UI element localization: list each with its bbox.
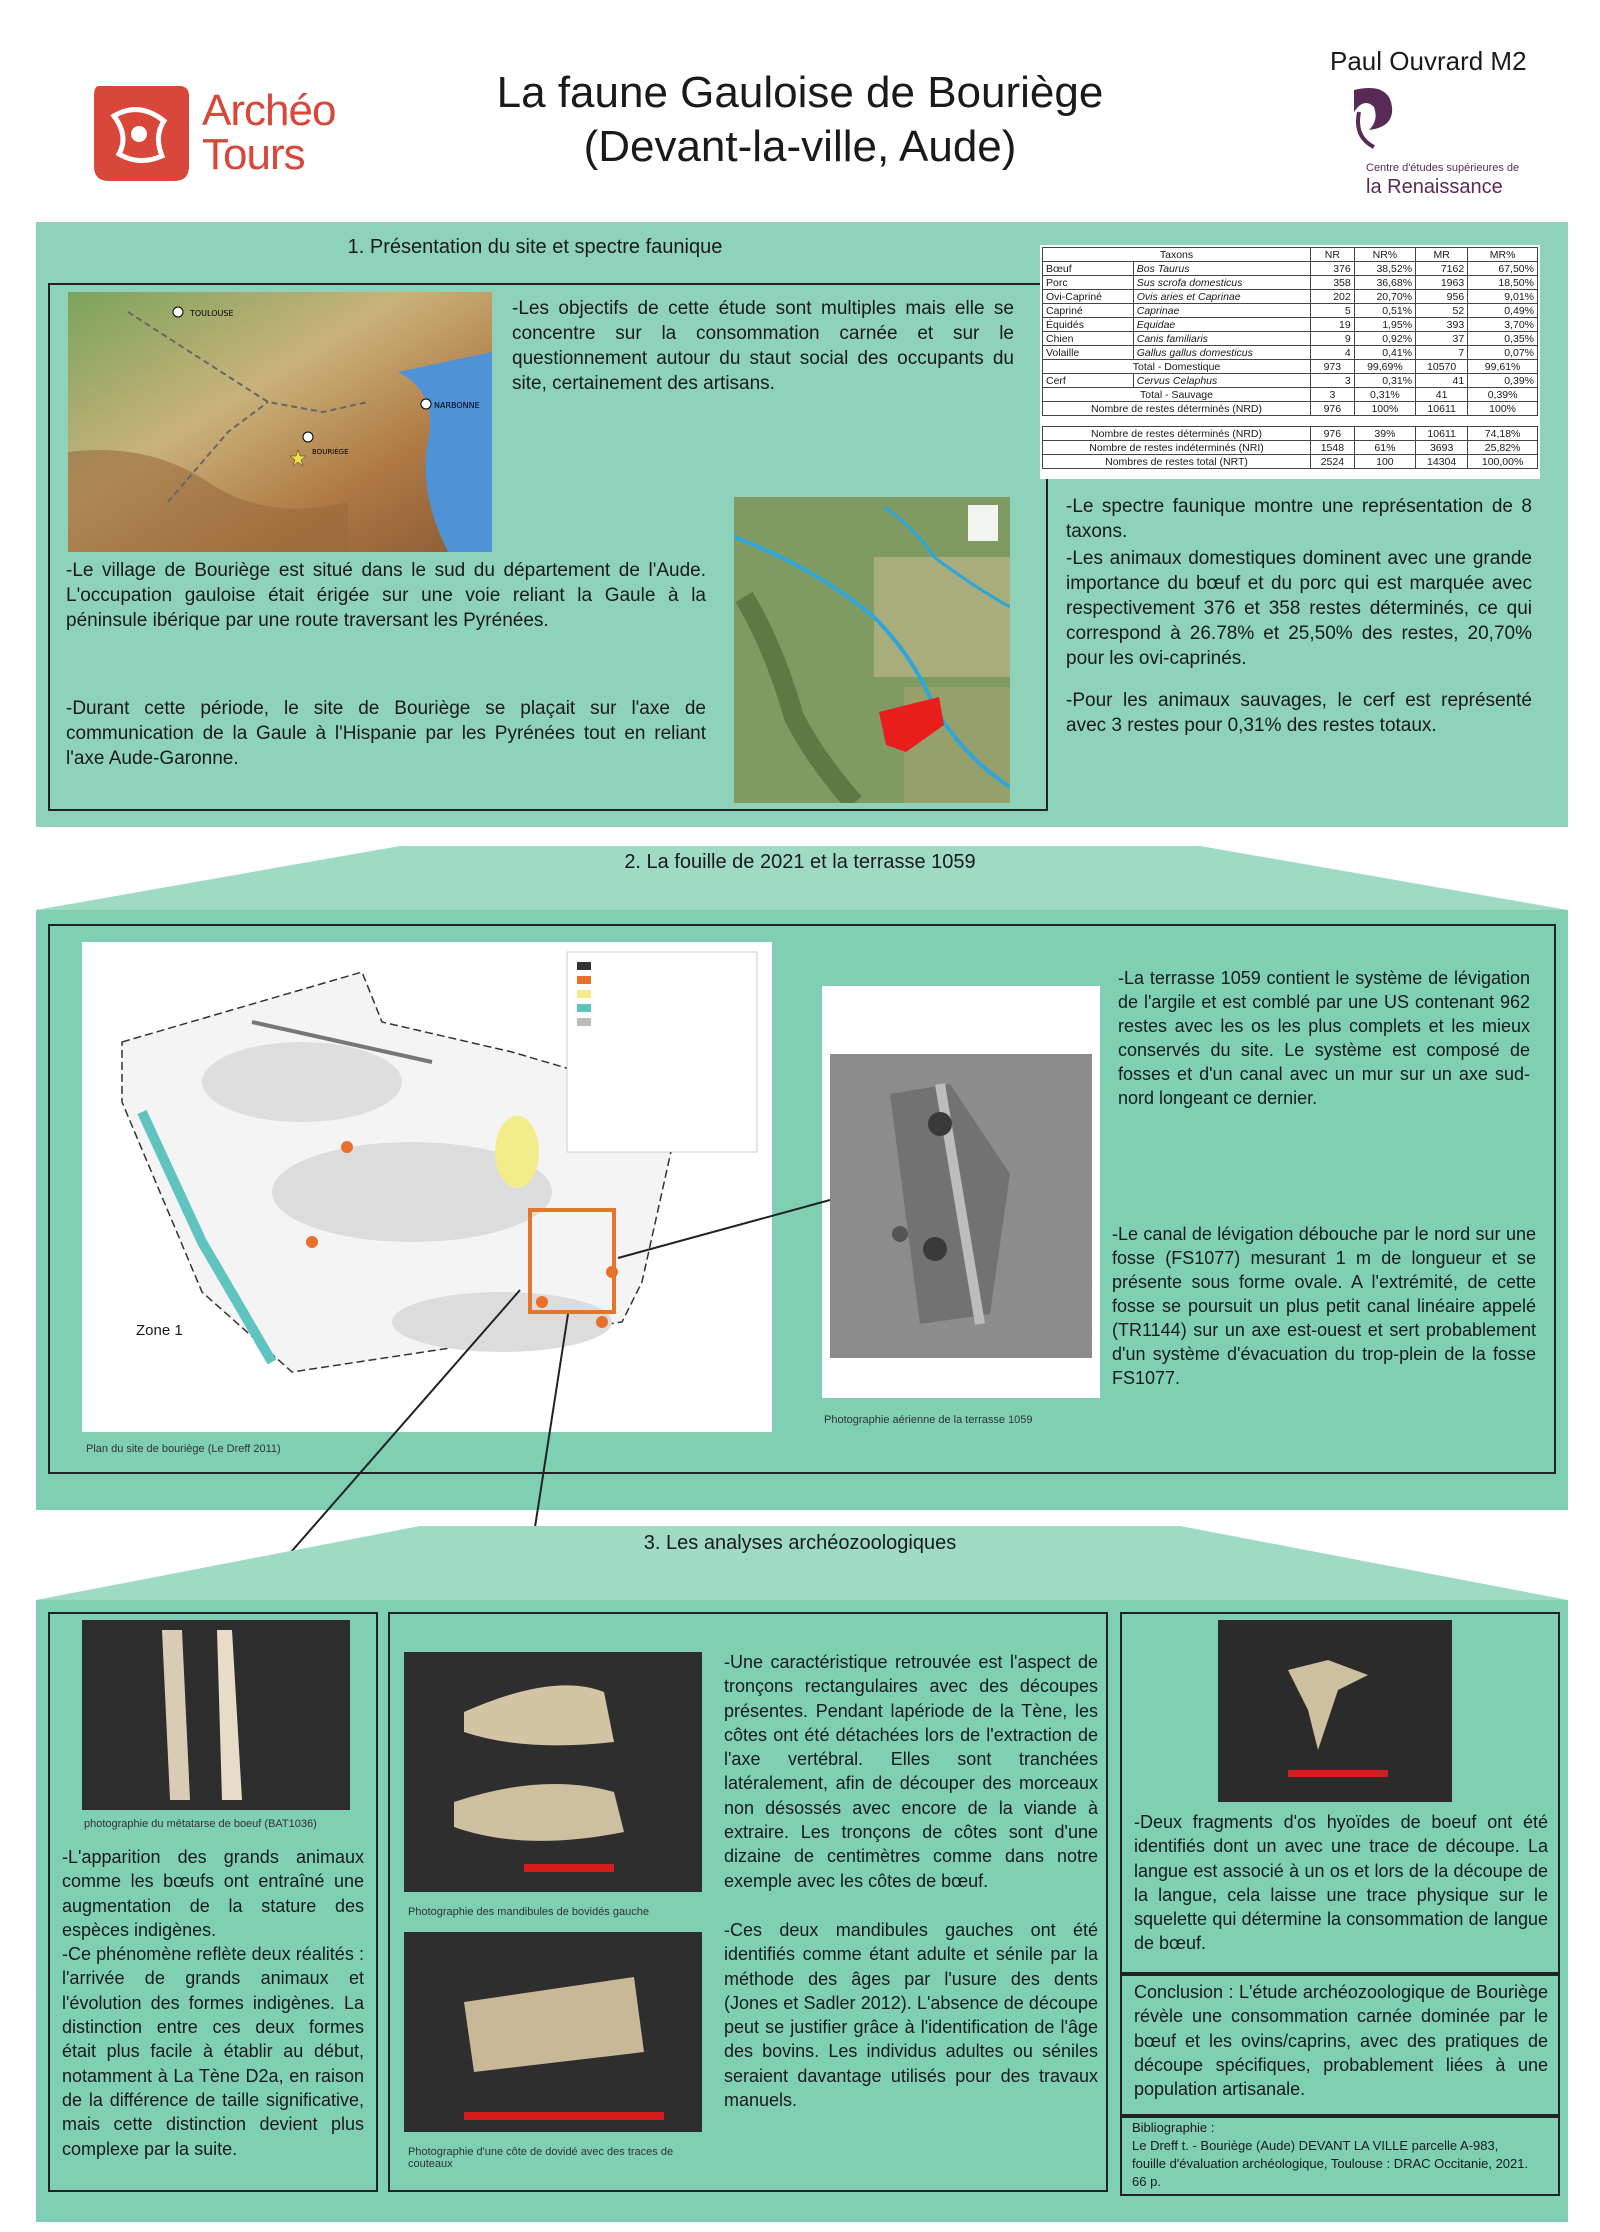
table-cell: 3,70%: [1468, 318, 1538, 332]
table-cell: 74,18%: [1468, 427, 1538, 441]
mandible-photo: [404, 1652, 702, 1892]
spectrum-text-2: -Les animaux domestiques dominent avec une grande importance du bœuf et du porc qui est marquée avec respectivement 376 et 358 restes déterminés, ce qui correspond à 26.78% et 25,50% des restes, 20,70% pour les ovi-caprinés.: [1066, 548, 1532, 669]
table-cell: 67,50%: [1468, 262, 1538, 276]
table-cell: 10611: [1416, 427, 1468, 441]
table-cell: Chien: [1043, 332, 1134, 346]
table-header-taxons: Taxons: [1043, 248, 1311, 262]
table-cell: 358: [1311, 276, 1355, 290]
table-cell: 0,31%: [1354, 388, 1415, 402]
canal-text: -Le canal de lévigation débouche par le nord sur une fosse (FS1077) mesurant 1 m de longueur et se présente sous forme ovale. A l'extrémité, de cette fosse se poursuit un plus petit canal linéaire appelé (TR1144) sur un axe est-ouest et sert probablement d'un système d'évacuation du trop-plein de la fosse FS1077.: [1112, 1224, 1536, 1388]
table-cell: Bos Taurus: [1133, 262, 1310, 276]
section1-intro-text: -Les objectifs de cette étude sont multiples mais elle se concentre sur la consommation carnée et sur le questionnement autour du staut social des occupants du site, certainement des artisans.: [512, 298, 1014, 394]
table-cell: 37: [1416, 332, 1468, 346]
mandible-text: -Ces deux mandibules gauches ont été identifiés comme étant adulte et sénile par la méthode des âges par l'usure des dents (Jones et Sadler 2012). L'absence de découpe peut se justifier grâce à l'identification de l'âge des bovins. Les individus adultes ou séniles seraient davantage utilisés pour des travaux manuels.: [724, 1920, 1098, 2111]
rib-caption: Photographie d'une côte de dovidé avec des traces de couteaux: [408, 2146, 674, 2170]
table-cell: 976: [1311, 427, 1355, 441]
section1-axis-text: -Durant cette période, le site de Bouriège se plaçait sur l'axe de communication de la Gaule à l'Hispanie par les Pyrénées tout en reliant l'axe Aude-Garonne.: [66, 698, 706, 769]
table-cell: 25,82%: [1468, 441, 1538, 455]
table-cell: Nombre de restes déterminés (NRD): [1043, 402, 1311, 416]
title-line-1: La faune Gauloise de Bouriège: [496, 68, 1104, 117]
table-cell: 0,49%: [1468, 304, 1538, 318]
spectrum-text-1: -Le spectre faunique montre une représentation de 8 taxons.: [1066, 496, 1532, 542]
table-cell: 3: [1311, 388, 1355, 402]
table-cell: Nombre de restes indéterminés (NRI): [1043, 441, 1311, 455]
metatarsal-caption: photographie du métatarse de boeuf (BAT1036): [84, 1818, 317, 1830]
table-cell: 14304: [1416, 455, 1468, 469]
aerial-photo-caption: Photographie aérienne de la terrasse 1059: [824, 1414, 1033, 1426]
bibliography-text: Le Dreff t. - Bouriège (Aude) DEVANT LA VILLE parcelle A-983, fouille d'évaluation archéologique, Toulouse : DRAC Occitanie, 2021. 66 p.: [1132, 2138, 1529, 2189]
cesr-line-1: Centre d'études supérieures de: [1366, 162, 1520, 174]
table-cell: Ovi-Capriné: [1043, 290, 1134, 304]
hyoid-photo: [1218, 1620, 1452, 1802]
table-cell: 0,41%: [1354, 346, 1415, 360]
table-header-mr: MR: [1416, 248, 1468, 262]
table-cell: Total - Domestique: [1043, 360, 1311, 374]
logo-text-archeo: Archéo: [202, 86, 336, 135]
table-cell: 36,68%: [1354, 276, 1415, 290]
plan-zone-label: Zone 1: [136, 1322, 183, 1339]
map-label-narbonne: NARBONNE: [434, 401, 480, 410]
table-cell: Total - Sauvage: [1043, 388, 1311, 402]
table-cell: 7: [1416, 346, 1468, 360]
table-cell: Volaille: [1043, 346, 1134, 360]
cesr-line-2: la Renaissance: [1366, 176, 1503, 198]
table-cell: Bœuf: [1043, 262, 1134, 276]
table-cell: Cervus Celaphus: [1133, 374, 1310, 388]
table-cell: 18,50%: [1468, 276, 1538, 290]
table-cell: 956: [1416, 290, 1468, 304]
table-cell: Canis familiaris: [1133, 332, 1310, 346]
table-header-mr-pct: MR%: [1468, 248, 1538, 262]
table-cell: Caprinae: [1133, 304, 1310, 318]
table-cell: Cerf: [1043, 374, 1134, 388]
table-cell: 4: [1311, 346, 1355, 360]
map-label-toulouse: TOULOUSE: [190, 309, 234, 318]
table-cell: Porc: [1043, 276, 1134, 290]
table-cell: 10570: [1416, 360, 1468, 374]
mandible-caption: Photographie des mandibules de bovidés gauche: [408, 1906, 649, 1918]
section1-village-text: -Le village de Bouriège est situé dans le sud du département de l'Aude. L'occupation gauloise était érigée sur une voie reliant la Gaule à la péninsule ibérique par une route traversant les Pyrénées.: [66, 560, 706, 631]
table-cell: 376: [1311, 262, 1355, 276]
table-cell: 99,69%: [1354, 360, 1415, 374]
table-cell: 0,39%: [1468, 374, 1538, 388]
table-header-nr: NR: [1311, 248, 1355, 262]
table-cell: 2524: [1311, 455, 1355, 469]
table-cell: 100%: [1468, 402, 1538, 416]
bibliography-title: Bibliographie :: [1132, 2120, 1215, 2135]
table-cell: 973: [1311, 360, 1355, 374]
table-cell: 0,31%: [1354, 374, 1415, 388]
table-cell: Nombre de restes déterminés (NRD): [1043, 427, 1311, 441]
table-cell: 100: [1354, 455, 1415, 469]
section1-heading: 1. Présentation du site et spectre faunique: [347, 236, 723, 258]
table-cell: 100,00%: [1468, 455, 1538, 469]
table-cell: 61%: [1354, 441, 1415, 455]
table-cell: 99,61%: [1468, 360, 1538, 374]
table-cell: 7162: [1416, 262, 1468, 276]
table-cell: 10611: [1416, 402, 1468, 416]
table-cell: 393: [1416, 318, 1468, 332]
table-cell: 1963: [1416, 276, 1468, 290]
table-cell: 41: [1416, 388, 1468, 402]
table-cell: 3693: [1416, 441, 1468, 455]
table-cell: 52: [1416, 304, 1468, 318]
table-cell: Gallus gallus domesticus: [1133, 346, 1310, 360]
table-cell: 41: [1416, 374, 1468, 388]
table-cell: Equidae: [1133, 318, 1310, 332]
map-label-bouriege: BOURIÈGE: [312, 448, 349, 456]
table-cell: 3: [1311, 374, 1355, 388]
table-cell: Équidés: [1043, 318, 1134, 332]
table-cell: Ovis aries et Caprinae: [1133, 290, 1310, 304]
table-cell: Sus scrofa domesticus: [1133, 276, 1310, 290]
table-header-nr-pct: NR%: [1354, 248, 1415, 262]
table-cell: 38,52%: [1354, 262, 1415, 276]
title-line-2: (Devant-la-ville, Aude): [583, 122, 1017, 171]
rib-photo: [404, 1932, 702, 2132]
table-cell: 1548: [1311, 441, 1355, 455]
spectrum-text-3: -Pour les animaux sauvages, le cerf est représenté avec 3 restes pour 0,31% des restes totaux.: [1066, 690, 1532, 736]
table-cell: 0,07%: [1468, 346, 1538, 360]
conclusion-text: Conclusion : L'étude archéozoologique de Bouriège révèle une consommation carnée dominée par le bœuf et les ovins/caprins, avec des pratiques de découpe spécifiques, probablement liées à une population artisanale.: [1134, 1982, 1548, 2100]
hyoid-text: -Deux fragments d'os hyoïdes de boeuf ont été identifiés dont un avec une trace de découpe. La langue est associé à un os et lors de la découpe de la langue, cela laisse une trace physique sur le squelette qui détermine la consommation de langue de bœuf.: [1134, 1812, 1548, 1954]
section3-heading: 3. Les analyses archéozoologiques: [643, 1532, 957, 1554]
table-cell: 202: [1311, 290, 1355, 304]
table-cell: 20,70%: [1354, 290, 1415, 304]
table-cell: 9,01%: [1468, 290, 1538, 304]
section2-heading: 2. La fouille de 2021 et la terrasse 1059: [624, 851, 976, 873]
plan-caption: Plan du site de bouriège (Le Dreff 2011): [86, 1443, 281, 1455]
table-cell: 0,35%: [1468, 332, 1538, 346]
table-cell: 0,39%: [1468, 388, 1538, 402]
terrasse-text: -La terrasse 1059 contient le système de lévigation de l'argile et est comblé par une US contenant 962 restes avec les os les plus complets et les mieux conservés du site. Le système est composé de fosses et d'un canal avec un mur sur un axe sud-nord longeant ce dernier.: [1118, 968, 1530, 1108]
table-cell: 5: [1311, 304, 1355, 318]
table-cell: 0,92%: [1354, 332, 1415, 346]
table-cell: 0,51%: [1354, 304, 1415, 318]
table-cell: 19: [1311, 318, 1355, 332]
stature-text: -L'apparition des grands animaux comme les bœufs ont entraîné une augmentation de la stature des espèces indigènes. -Ce phénomène reflète deux réalités : l'arrivée de grands animaux et l'évolution des formes indigènes. La distinction entre ces deux formes était plus facile à établir au début, notamment à La Tène D2a, en raison de la différence de taille significative, mais cette distinction devient plus complexe par la suite.: [62, 1847, 364, 2159]
table-cell: 39%: [1354, 427, 1415, 441]
table-cell: 976: [1311, 402, 1355, 416]
table-cell: 1,95%: [1354, 318, 1415, 332]
author-name: Paul Ouvrard M2: [1330, 46, 1527, 76]
table-cell: Nombres de restes total (NRT): [1043, 455, 1311, 469]
rib-text: -Une caractéristique retrouvée est l'aspect de tronçons rectangulaires avec des découpes présentes. Pendant lapériode de la Tène, les côtes ont été détachées lors de l'extraction de l'axe vertébral. Elles sont tranchées latéralement, afin de découper des morceaux non désossés avec encore de la viande à extraire. Les tronçons de côtes sont d'une dizaine de centimètres comme dans notre exemple avec les côtes de bœuf.: [724, 1652, 1098, 1891]
table-cell: 100%: [1354, 402, 1415, 416]
table-cell: 9: [1311, 332, 1355, 346]
table-cell: Capriné: [1043, 304, 1134, 318]
metatarsal-photo: [82, 1620, 350, 1810]
logo-text-tours: Tours: [202, 130, 305, 179]
